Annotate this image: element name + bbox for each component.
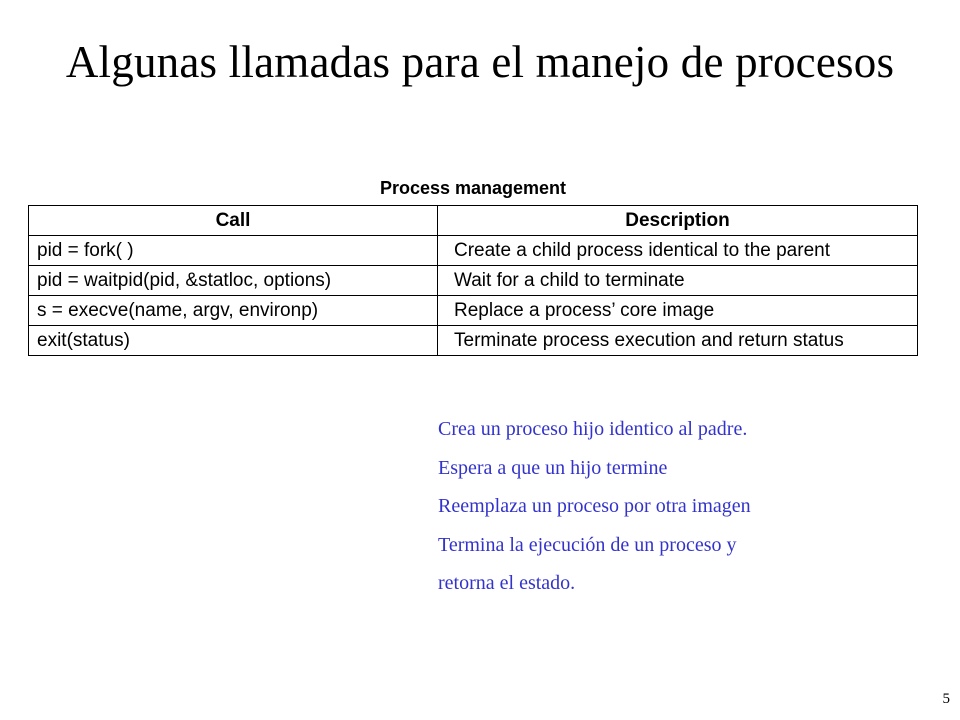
description-cell: Replace a process’ core image [438,296,918,326]
translation-line: Crea un proceso hijo identico al padre. [438,418,748,440]
page-number: 5 [942,691,950,707]
translation-line: Termina la ejecución de un proceso y [438,533,737,556]
call-cell: pid = waitpid(pid, &statloc, options) [29,266,438,296]
description-cell: Create a child process identical to the parent [438,236,918,266]
translation-line: retorna el estado. [438,572,576,595]
table-caption: Process management [379,178,567,198]
spanish-translations [438,410,751,603]
table-row [29,326,918,356]
process-management-table [28,205,918,356]
call-cell: exit(status) [29,326,438,356]
table-row [29,296,918,326]
header-call: Call [29,206,438,236]
slide-title: Algunas llamadas para el manejo de procesos [65,37,895,87]
table-header-row [29,206,918,236]
table-row [29,266,918,296]
description-cell: Wait for a child to terminate [438,266,918,296]
header-description: Description [438,206,918,236]
description-cell: Terminate process execution and return status [438,326,918,356]
table-row [29,236,918,266]
call-cell: pid = fork( ) [29,236,438,266]
translation-line: Reemplaza un proceso por otra imagen [438,495,751,518]
translation-line: Espera a que un hijo termine [438,456,668,479]
call-cell: s = execve(name, argv, environp) [29,296,438,326]
